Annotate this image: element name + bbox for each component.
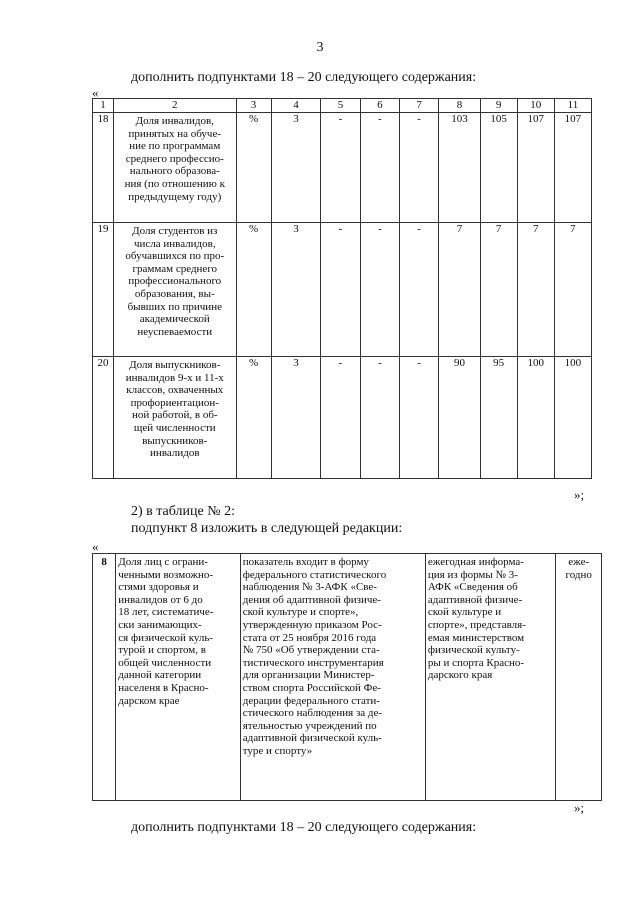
value-cell: 90 xyxy=(439,357,480,479)
value-cell: 103 xyxy=(439,113,480,223)
table2-intro: 2) в таблице № 2: xyxy=(131,504,235,519)
header-cell: 3 xyxy=(236,99,271,113)
value-cell: 3 xyxy=(271,113,321,223)
table2-intro-2: подпункт 8 изложить в следующей редакции: xyxy=(131,521,403,536)
row-number: 8 xyxy=(101,556,107,568)
header-cell: 9 xyxy=(480,99,517,113)
value-cell: - xyxy=(321,357,360,479)
value-cell: 107 xyxy=(517,113,554,223)
header-cell: 2 xyxy=(114,99,236,113)
row-number: 18 xyxy=(93,113,114,223)
table-header-row xyxy=(93,99,592,113)
page-number: 3 xyxy=(316,40,324,55)
value-cell: 7 xyxy=(517,223,554,357)
table-row xyxy=(93,113,592,223)
indicator-name: Доля студентов из числа инвалидов, обучавшихся по про- граммам среднего профессионального образования, вы- бывших по причине академической неуспеваемости xyxy=(125,225,225,338)
intro-line-1: дополнить подпунктами 18 – 20 следующего содержания: xyxy=(131,70,477,85)
close-quote-2: »; xyxy=(574,800,585,815)
open-quote-2: « xyxy=(92,539,99,554)
value-cell: - xyxy=(321,113,360,223)
intro-line-2: дополнить подпунктами 18 – 20 следующего содержания: xyxy=(131,820,477,835)
value-cell: - xyxy=(399,223,438,357)
indicator-name: Доля инвалидов, принятых на обуче- ние по программам среднего профессио- нального образова- ния (по отношению к предыдущему году) xyxy=(124,115,225,203)
value-cell: 95 xyxy=(480,357,517,479)
close-quote-1: »; xyxy=(574,487,585,502)
indicators-table xyxy=(92,98,592,479)
header-cell: 5 xyxy=(321,99,360,113)
data-source: ежегодная информа- ция из формы № 3- АФК «Сведения об адаптивной физиче- ской культуре и спорте», представля- емая министерством физической культу- ры и спорта Красно- дарского края xyxy=(427,556,526,682)
value-cell: 105 xyxy=(480,113,517,223)
value-cell: 100 xyxy=(517,357,554,479)
indicator-name: Доля выпускников- инвалидов 9-х и 11-х классов, охваченных профориентацион- ной работой, в об- щей численности выпускников- инвалидов xyxy=(125,359,224,460)
unit-cell: % xyxy=(236,223,271,357)
value-cell: 3 xyxy=(271,357,321,479)
value-cell: - xyxy=(360,113,399,223)
open-quote-1: « xyxy=(92,85,99,100)
header-cell: 4 xyxy=(271,99,321,113)
value-cell: - xyxy=(360,357,399,479)
row-number: 20 xyxy=(93,357,114,479)
header-cell: 1 xyxy=(93,99,114,113)
unit-cell: % xyxy=(236,113,271,223)
value-cell: 100 xyxy=(554,357,591,479)
header-cell: 8 xyxy=(439,99,480,113)
header-cell: 6 xyxy=(360,99,399,113)
value-cell: 107 xyxy=(554,113,591,223)
value-cell: - xyxy=(399,357,438,479)
value-cell: 7 xyxy=(554,223,591,357)
subpoint-8-table xyxy=(92,553,602,801)
unit-cell: % xyxy=(236,357,271,479)
calculation-method: показатель входит в форму федерального статистического наблюдения № 3-АФК «Све- дения об адаптивной физиче- ской культуре и спорте», утвержденную приказом Рос- стата от 25 ноября 2016 года № 750 «Об утверждении ста- тистического инструментария для организации Министер- ством спорта Российской Фе- дерации федерального стати- стического наблюдения за де- ятельностью учреждений по адаптивной физической куль- туре и спорту» xyxy=(242,556,387,757)
periodicity: еже- годно xyxy=(565,556,592,581)
value-cell: 3 xyxy=(271,223,321,357)
value-cell: - xyxy=(360,223,399,357)
table-row xyxy=(93,554,602,801)
value-cell: 7 xyxy=(480,223,517,357)
value-cell: - xyxy=(321,223,360,357)
row-number: 19 xyxy=(93,223,114,357)
table-row xyxy=(93,357,592,479)
indicator-name: Доля лиц с ограни- ченными возможно- стями здоровья и инвалидов от 6 до 18 лет, систематиче- ски занимающих- ся физической куль- турой и спортом, в общей численности данной категории населеня в Красно- дарском крае xyxy=(118,556,214,707)
value-cell: 7 xyxy=(439,223,480,357)
table-row xyxy=(93,223,592,357)
header-cell: 10 xyxy=(517,99,554,113)
header-cell: 11 xyxy=(554,99,591,113)
header-cell: 7 xyxy=(399,99,438,113)
value-cell: - xyxy=(399,113,438,223)
